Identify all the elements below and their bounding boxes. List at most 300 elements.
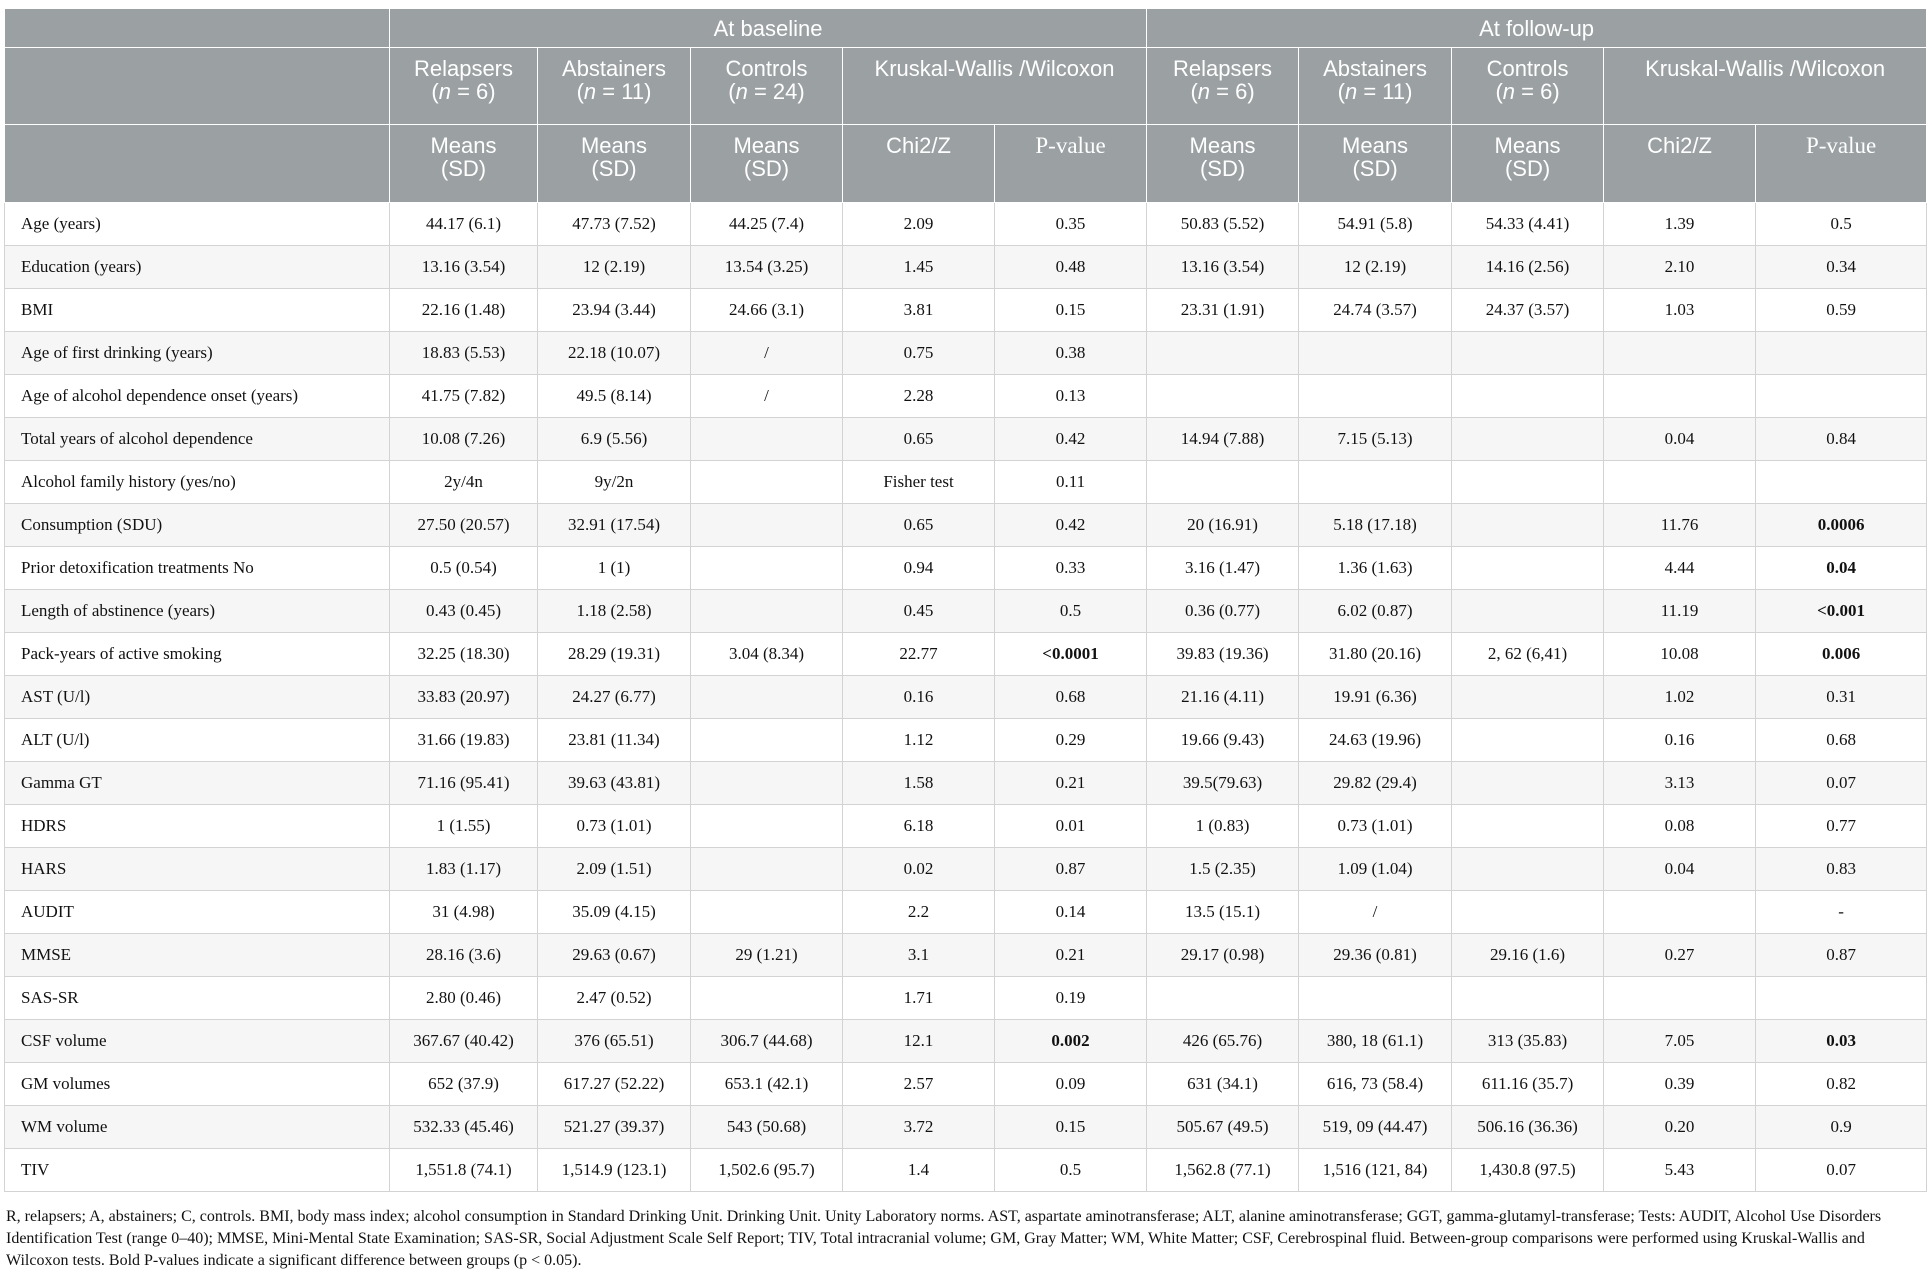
table-cell: 29.16 (1.6) <box>1452 934 1604 977</box>
group-name: Controls <box>725 56 808 81</box>
table-cell: 11.76 <box>1604 504 1756 547</box>
significant-p-value: 0.006 <box>1821 644 1861 663</box>
table-cell: 0.87 <box>1756 934 1927 977</box>
table-cell: 32.25 (18.30) <box>390 633 538 676</box>
table-cell: 54.91 (5.8) <box>1299 203 1452 246</box>
group-name: Relapsers <box>413 56 514 81</box>
table-cell: 50.83 (5.52) <box>1147 203 1299 246</box>
table-cell <box>1452 375 1604 418</box>
row-label: HDRS <box>5 805 390 848</box>
table-cell <box>1452 418 1604 461</box>
table-container <box>4 8 1926 1272</box>
row-label: Prior detoxification treatments No <box>5 547 390 590</box>
table-cell: 1.12 <box>843 719 995 762</box>
table-cell <box>691 461 843 504</box>
table-cell: 367.67 (40.42) <box>390 1020 538 1063</box>
table-cell <box>1756 461 1927 504</box>
table-cell: 32.91 (17.54) <box>538 504 691 547</box>
group-n: (n = 6) <box>1190 79 1255 104</box>
table-cell <box>691 590 843 633</box>
table-cell: 39.5(79.63) <box>1147 762 1299 805</box>
results-table <box>4 8 1927 1192</box>
table-row <box>5 418 1927 461</box>
row-label: MMSE <box>5 934 390 977</box>
table-cell: 0.07 <box>1756 762 1927 805</box>
table-cell: 22.77 <box>843 633 995 676</box>
table-cell: 1.71 <box>843 977 995 1020</box>
table-cell <box>1452 848 1604 891</box>
table-cell: 24.27 (6.77) <box>538 676 691 719</box>
table-cell: 1 (1.55) <box>390 805 538 848</box>
table-cell: 6.02 (0.87) <box>1299 590 1452 633</box>
table-cell: 519, 09 (44.47) <box>1299 1106 1452 1149</box>
table-cell: 1.18 (2.58) <box>538 590 691 633</box>
table-row <box>5 1020 1927 1063</box>
table-cell: 24.74 (3.57) <box>1299 289 1452 332</box>
table-cell: 0.83 <box>1756 848 1927 891</box>
table-cell: 0.59 <box>1756 289 1927 332</box>
table-cell <box>995 633 1147 676</box>
table-cell: 0.38 <box>995 332 1147 375</box>
table-row <box>5 719 1927 762</box>
table-cell: 6.9 (5.56) <box>538 418 691 461</box>
table-cell <box>1756 504 1927 547</box>
table-cell <box>1299 375 1452 418</box>
table-cell: 13.16 (3.54) <box>1147 246 1299 289</box>
chi-z-header: Chi2/Z <box>1604 125 1756 203</box>
table-row <box>5 246 1927 289</box>
table-cell: 33.83 (20.97) <box>390 676 538 719</box>
table-cell <box>691 891 843 934</box>
table-cell: 2.09 <box>843 203 995 246</box>
row-label: AUDIT <box>5 891 390 934</box>
significant-p-value: 0.03 <box>1826 1031 1856 1050</box>
table-cell <box>691 848 843 891</box>
table-row <box>5 547 1927 590</box>
chi-z-header: Chi2/Z <box>843 125 995 203</box>
significant-p-value: <0.0001 <box>1042 644 1099 663</box>
header-row-stats <box>5 125 1927 203</box>
table-cell: 1,502.6 (95.7) <box>691 1149 843 1192</box>
row-label: CSF volume <box>5 1020 390 1063</box>
table-cell: 1.45 <box>843 246 995 289</box>
table-cell: 0.43 (0.45) <box>390 590 538 633</box>
table-row <box>5 977 1927 1020</box>
table-cell: 28.16 (3.6) <box>390 934 538 977</box>
table-cell <box>691 547 843 590</box>
row-label: Alcohol family history (yes/no) <box>5 461 390 504</box>
table-cell: 380, 18 (61.1) <box>1299 1020 1452 1063</box>
table-cell: 23.94 (3.44) <box>538 289 691 332</box>
group-n: (n = 11) <box>1337 79 1413 104</box>
table-cell <box>1147 977 1299 1020</box>
row-label: WM volume <box>5 1106 390 1149</box>
table-cell <box>1604 977 1756 1020</box>
table-cell: 0.34 <box>1756 246 1927 289</box>
table-cell: 313 (35.83) <box>1452 1020 1604 1063</box>
table-cell: 1 (1) <box>538 547 691 590</box>
row-label: Gamma GT <box>5 762 390 805</box>
table-cell <box>995 1020 1147 1063</box>
table-cell <box>691 418 843 461</box>
row-label: Length of abstinence (years) <box>5 590 390 633</box>
group-name: Abstainers <box>1323 56 1428 81</box>
table-cell: 1 (0.83) <box>1147 805 1299 848</box>
table-cell: 0.20 <box>1604 1106 1756 1149</box>
table-cell: 0.82 <box>1756 1063 1927 1106</box>
table-cell: 306.7 (44.68) <box>691 1020 843 1063</box>
table-cell: 0.04 <box>1604 418 1756 461</box>
table-cell: 611.16 (35.7) <box>1452 1063 1604 1106</box>
significant-p-value: <0.001 <box>1817 601 1866 620</box>
table-cell <box>1756 633 1927 676</box>
table-cell: 616, 73 (58.4) <box>1299 1063 1452 1106</box>
table-cell <box>1299 461 1452 504</box>
table-cell: 0.48 <box>995 246 1147 289</box>
table-row <box>5 1149 1927 1192</box>
table-cell: 19.66 (9.43) <box>1147 719 1299 762</box>
table-cell <box>691 762 843 805</box>
table-cell: 506.16 (36.36) <box>1452 1106 1604 1149</box>
group-name: Controls <box>1486 56 1569 81</box>
table-cell: 0.16 <box>843 676 995 719</box>
table-cell <box>691 676 843 719</box>
table-cell: 0.84 <box>1756 418 1927 461</box>
table-cell: 4.44 <box>1604 547 1756 590</box>
table-cell: 21.16 (4.11) <box>1147 676 1299 719</box>
table-cell: 0.5 <box>995 1149 1147 1192</box>
table-cell <box>691 719 843 762</box>
table-cell: 10.08 (7.26) <box>390 418 538 461</box>
table-cell: / <box>691 375 843 418</box>
group-n: (n = 11) <box>576 79 652 104</box>
table-cell: 9y/2n <box>538 461 691 504</box>
table-cell: 18.83 (5.53) <box>390 332 538 375</box>
table-row <box>5 848 1927 891</box>
table-row <box>5 891 1927 934</box>
table-cell: 29.36 (0.81) <box>1299 934 1452 977</box>
table-cell: 5.43 <box>1604 1149 1756 1192</box>
table-cell: 24.37 (3.57) <box>1452 289 1604 332</box>
header-row-periods <box>5 9 1927 48</box>
table-cell: 44.17 (6.1) <box>390 203 538 246</box>
table-cell: 39.63 (43.81) <box>538 762 691 805</box>
followup-abstainers-header <box>1299 48 1452 125</box>
table-cell <box>1452 547 1604 590</box>
p-value-header: P-value <box>995 125 1147 203</box>
table-cell: 3.1 <box>843 934 995 977</box>
table-cell: 0.45 <box>843 590 995 633</box>
table-cell: 29.82 (29.4) <box>1299 762 1452 805</box>
table-cell: 521.27 (39.37) <box>538 1106 691 1149</box>
row-label: GM volumes <box>5 1063 390 1106</box>
table-cell: 1,516 (121, 84) <box>1299 1149 1452 1192</box>
means-sd-header: Means (SD) <box>390 125 538 203</box>
table-cell: 49.5 (8.14) <box>538 375 691 418</box>
table-cell <box>1147 461 1299 504</box>
table-cell: 1.03 <box>1604 289 1756 332</box>
table-cell: 1.39 <box>1604 203 1756 246</box>
table-cell: 2, 62 (6,41) <box>1452 633 1604 676</box>
table-cell: 22.16 (1.48) <box>390 289 538 332</box>
table-cell: 24.63 (19.96) <box>1299 719 1452 762</box>
table-cell: 2.2 <box>843 891 995 934</box>
means-sd-header: Means (SD) <box>691 125 843 203</box>
table-cell: 20 (16.91) <box>1147 504 1299 547</box>
table-cell: 0.21 <box>995 934 1147 977</box>
row-label: TIV <box>5 1149 390 1192</box>
table-cell <box>1299 977 1452 1020</box>
table-cell: 22.18 (10.07) <box>538 332 691 375</box>
table-cell <box>1604 461 1756 504</box>
table-cell <box>1756 375 1927 418</box>
table-cell <box>1147 332 1299 375</box>
significant-p-value: 0.002 <box>1051 1031 1090 1050</box>
table-cell: 7.05 <box>1604 1020 1756 1063</box>
table-cell <box>1452 762 1604 805</box>
table-cell: 10.08 <box>1604 633 1756 676</box>
table-cell: 31.66 (19.83) <box>390 719 538 762</box>
table-cell <box>1756 332 1927 375</box>
header-blank-cell <box>5 9 390 48</box>
significant-p-value: 0.04 <box>1826 558 1856 577</box>
means-sd-header: Means (SD) <box>1299 125 1452 203</box>
table-cell: 0.9 <box>1756 1106 1927 1149</box>
table-cell: 44.25 (7.4) <box>691 203 843 246</box>
table-cell <box>691 977 843 1020</box>
baseline-title: At baseline <box>390 9 1147 48</box>
table-cell: 376 (65.51) <box>538 1020 691 1063</box>
table-cell: 0.15 <box>995 1106 1147 1149</box>
table-cell: 1.02 <box>1604 676 1756 719</box>
table-row <box>5 461 1927 504</box>
table-cell: 0.29 <box>995 719 1147 762</box>
table-cell <box>1604 891 1756 934</box>
table-cell <box>691 504 843 547</box>
table-cell: 2.09 (1.51) <box>538 848 691 891</box>
table-cell: 617.27 (52.22) <box>538 1063 691 1106</box>
header-blank-cell <box>5 125 390 203</box>
table-cell <box>1299 332 1452 375</box>
baseline-relapsers-header <box>390 48 538 125</box>
header-row-groups <box>5 48 1927 125</box>
table-cell <box>1452 332 1604 375</box>
table-cell <box>1756 1020 1927 1063</box>
table-cell: 0.77 <box>1756 805 1927 848</box>
table-cell: 54.33 (4.41) <box>1452 203 1604 246</box>
table-cell: 0.11 <box>995 461 1147 504</box>
table-cell: 0.68 <box>1756 719 1927 762</box>
table-cell <box>1756 547 1927 590</box>
baseline-test-header: Kruskal-Wallis /Wilcoxon <box>843 48 1147 125</box>
table-row <box>5 1063 1927 1106</box>
table-cell: 1.83 (1.17) <box>390 848 538 891</box>
table-cell: 2.28 <box>843 375 995 418</box>
table-cell <box>1452 977 1604 1020</box>
followup-test-header: Kruskal-Wallis /Wilcoxon <box>1604 48 1927 125</box>
table-cell: 0.21 <box>995 762 1147 805</box>
table-cell: 1,551.8 (74.1) <box>390 1149 538 1192</box>
table-cell: 14.16 (2.56) <box>1452 246 1604 289</box>
table-cell: 1,562.8 (77.1) <box>1147 1149 1299 1192</box>
table-row <box>5 590 1927 633</box>
followup-controls-header <box>1452 48 1604 125</box>
table-cell <box>1604 332 1756 375</box>
table-row <box>5 676 1927 719</box>
table-cell: 0.94 <box>843 547 995 590</box>
table-cell: 653.1 (42.1) <box>691 1063 843 1106</box>
significant-p-value: 0.0006 <box>1817 515 1865 534</box>
table-row <box>5 203 1927 246</box>
table-cell: 39.83 (19.36) <box>1147 633 1299 676</box>
table-cell: 0.36 (0.77) <box>1147 590 1299 633</box>
table-cell: 0.15 <box>995 289 1147 332</box>
table-body <box>5 203 1927 1192</box>
table-cell <box>1452 590 1604 633</box>
table-cell: 2y/4n <box>390 461 538 504</box>
row-label: Pack-years of active smoking <box>5 633 390 676</box>
table-cell: 0.16 <box>1604 719 1756 762</box>
table-cell: 29 (1.21) <box>691 934 843 977</box>
table-cell: 31.80 (20.16) <box>1299 633 1452 676</box>
table-cell: 0.39 <box>1604 1063 1756 1106</box>
row-label: AST (U/l) <box>5 676 390 719</box>
table-cell: / <box>691 332 843 375</box>
table-cell: 23.81 (11.34) <box>538 719 691 762</box>
baseline-abstainers-header <box>538 48 691 125</box>
table-cell: 0.65 <box>843 418 995 461</box>
table-cell: 3.16 (1.47) <box>1147 547 1299 590</box>
table-cell: 652 (37.9) <box>390 1063 538 1106</box>
table-footnote: R, relapsers; A, abstainers; C, controls. BMI, body mass index; alcohol consumption in Standard Drinking Unit. Drinking Unit. Unity Laboratory norms. AST, aspartate aminotransferase; ALT, alanine aminotransferase; GGT, gamma-glutamyl-transferase; Tests: AUDIT, Alcohol Use Disorders Identification Test (range 0–40); MMSE, Mini-Mental State Examination; SAS-SR, Social Adjustment Scale Self Report; TIV, Total intracranial volume; GM, Gray Matter; WM, White Matter; CSF, Cerebrospinal fluid. Between-group comparisons were performed using Kruskal-Wallis and Wilcoxon tests. Bold P-values indicate a significant difference between groups (p < 0.05). <box>6 1208 1882 1269</box>
table-cell: 2.57 <box>843 1063 995 1106</box>
table-cell: 0.73 (1.01) <box>1299 805 1452 848</box>
table-cell: 0.33 <box>995 547 1147 590</box>
table-cell: 1,514.9 (123.1) <box>538 1149 691 1192</box>
table-row <box>5 805 1927 848</box>
table-cell: 1.58 <box>843 762 995 805</box>
table-cell: 532.33 (45.46) <box>390 1106 538 1149</box>
table-cell: 631 (34.1) <box>1147 1063 1299 1106</box>
table-cell: 0.42 <box>995 418 1147 461</box>
table-cell: 0.65 <box>843 504 995 547</box>
table-cell: 0.19 <box>995 977 1147 1020</box>
table-row <box>5 1106 1927 1149</box>
table-cell: 505.67 (49.5) <box>1147 1106 1299 1149</box>
table-cell: 0.31 <box>1756 676 1927 719</box>
row-label: Total years of alcohol dependence <box>5 418 390 461</box>
table-cell: 3.81 <box>843 289 995 332</box>
table-cell <box>1452 891 1604 934</box>
p-value-header: P-value <box>1756 125 1927 203</box>
table-row <box>5 934 1927 977</box>
table-cell: 0.14 <box>995 891 1147 934</box>
table-cell: 29.17 (0.98) <box>1147 934 1299 977</box>
baseline-controls-header <box>691 48 843 125</box>
table-cell: 2.10 <box>1604 246 1756 289</box>
row-label: HARS <box>5 848 390 891</box>
table-cell: 19.91 (6.36) <box>1299 676 1452 719</box>
table-cell: - <box>1756 891 1927 934</box>
followup-title: At follow-up <box>1147 9 1927 48</box>
table-cell: 0.68 <box>995 676 1147 719</box>
table-cell: 0.42 <box>995 504 1147 547</box>
table-row <box>5 633 1927 676</box>
table-cell: 0.04 <box>1604 848 1756 891</box>
table-cell: 0.09 <box>995 1063 1147 1106</box>
table-cell: 0.08 <box>1604 805 1756 848</box>
table-cell <box>1604 375 1756 418</box>
table-cell: 1.4 <box>843 1149 995 1192</box>
row-label: BMI <box>5 289 390 332</box>
row-label: Education (years) <box>5 246 390 289</box>
table-cell: 29.63 (0.67) <box>538 934 691 977</box>
table-row <box>5 762 1927 805</box>
table-cell: 14.94 (7.88) <box>1147 418 1299 461</box>
table-cell: 27.50 (20.57) <box>390 504 538 547</box>
row-label: Age of first drinking (years) <box>5 332 390 375</box>
table-cell: 1.36 (1.63) <box>1299 547 1452 590</box>
table-cell: 1.5 (2.35) <box>1147 848 1299 891</box>
table-cell <box>1452 805 1604 848</box>
table-row <box>5 332 1927 375</box>
row-label: Age of alcohol dependence onset (years) <box>5 375 390 418</box>
table-cell: 2.47 (0.52) <box>538 977 691 1020</box>
group-name: Relapsers <box>1173 56 1273 81</box>
table-cell: 24.66 (3.1) <box>691 289 843 332</box>
table-cell: 0.07 <box>1756 1149 1927 1192</box>
table-cell <box>1756 590 1927 633</box>
table-cell: 3.72 <box>843 1106 995 1149</box>
table-cell: 0.27 <box>1604 934 1756 977</box>
header-blank-cell <box>5 48 390 125</box>
table-cell: 13.5 (15.1) <box>1147 891 1299 934</box>
table-cell: 12.1 <box>843 1020 995 1063</box>
table-cell: 12 (2.19) <box>538 246 691 289</box>
table-cell: 426 (65.76) <box>1147 1020 1299 1063</box>
table-row <box>5 504 1927 547</box>
followup-relapsers-header <box>1147 48 1299 125</box>
table-cell: 3.04 (8.34) <box>691 633 843 676</box>
table-cell <box>691 805 843 848</box>
group-n: (n = 6) <box>1495 79 1560 104</box>
table-cell: 23.31 (1.91) <box>1147 289 1299 332</box>
table-cell: 28.29 (19.31) <box>538 633 691 676</box>
table-cell: 3.13 <box>1604 762 1756 805</box>
table-cell: 0.35 <box>995 203 1147 246</box>
table-cell: 0.75 <box>843 332 995 375</box>
table-cell: 6.18 <box>843 805 995 848</box>
table-cell: 11.19 <box>1604 590 1756 633</box>
means-sd-header: Means (SD) <box>1147 125 1299 203</box>
table-cell: 31 (4.98) <box>390 891 538 934</box>
table-cell: 0.5 (0.54) <box>390 547 538 590</box>
table-cell <box>1756 977 1927 1020</box>
table-cell: 12 (2.19) <box>1299 246 1452 289</box>
table-cell: 7.15 (5.13) <box>1299 418 1452 461</box>
table-cell: 0.02 <box>843 848 995 891</box>
table-cell <box>1452 504 1604 547</box>
table-cell: 13.54 (3.25) <box>691 246 843 289</box>
table-cell <box>1452 719 1604 762</box>
table-cell: / <box>1299 891 1452 934</box>
table-row <box>5 289 1927 332</box>
table-cell: 5.18 (17.18) <box>1299 504 1452 547</box>
row-label: Consumption (SDU) <box>5 504 390 547</box>
table-cell: 2.80 (0.46) <box>390 977 538 1020</box>
table-cell <box>1452 461 1604 504</box>
table-cell <box>1452 676 1604 719</box>
